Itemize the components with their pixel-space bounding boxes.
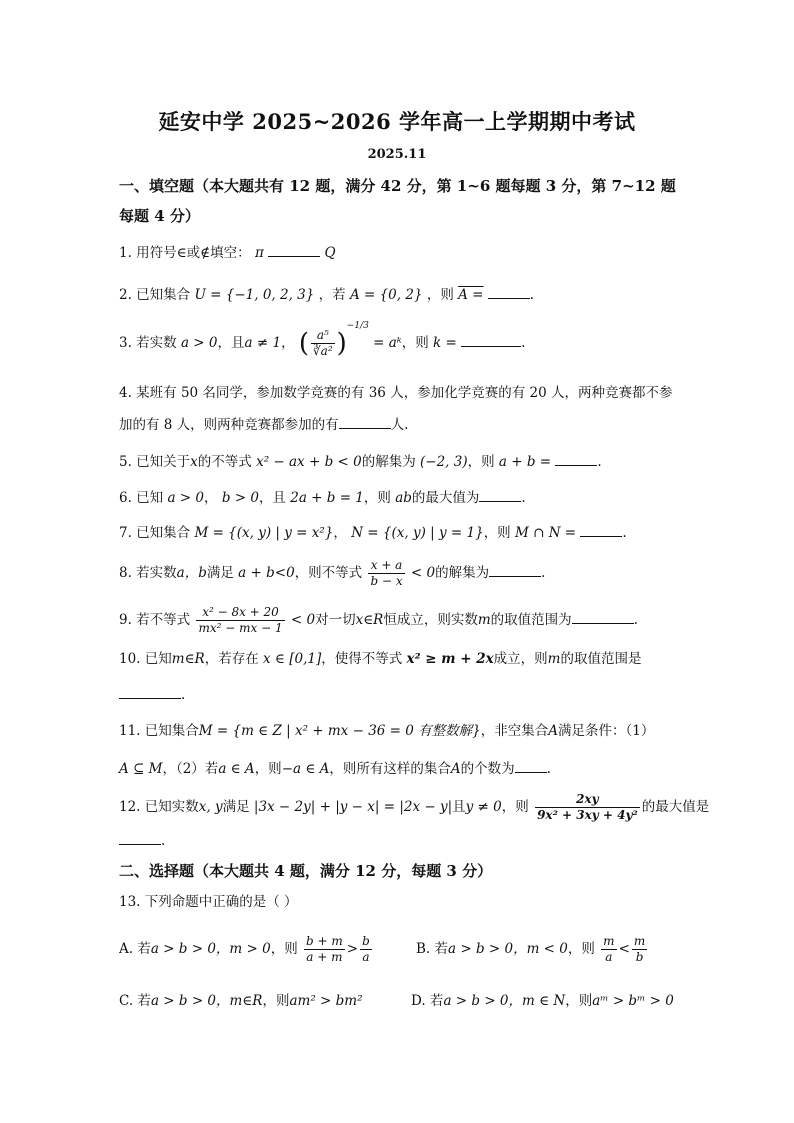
answer-blank[interactable] [461,332,521,347]
question-11: 11. 已知集合M = {m ∈ Z | x² + mx − 36 = 0 有整数解}，非空集合A满足条件：（1） [119,723,655,739]
question-1: 1. 用符号∈或∉填空： π Q [119,242,336,263]
question-6: 6. 已知 a > 0， b > 0，且 2a + b = 1，则 ab的最大值为 . [119,487,526,508]
question-3: 3. 若实数 a > 0，且a ≠ 1， ( $\frac{\text{a⁵}}{\text{∛a²}}$ )$^{-1/3}$ = aᵏ，则 k = . [119,320,526,359]
question-8: 8. 若实数a，b满足 a + b<0，则不等式 $\frac{x + a}{b - x}$ < 0的解集为 . [119,558,546,588]
option-b[interactable]: B. 若a > b > 0，m < 0，则 $\frac{m}{a}$ < $\frac{m}{b}$ [416,934,646,964]
option-c[interactable]: C. 若a > b > 0，m∈R，则am² > bm² [119,993,363,1009]
question-5: 5. 已知关于x的不等式 x² − ax + b < 0的解集为 (−2, 3)，则 a + b = . [119,451,602,472]
answer-blank[interactable] [489,562,541,577]
question-13-stem: 13. 下列命题中正确的是（ ） [119,894,298,910]
answer-blank[interactable] [572,609,634,624]
question-12: 12. 已知实数x, y满足 |3x − 2y| + |y − x| = |2x − y|且y ≠ 0，则 $\frac{2xy}{\text{9x² + 3xy + 4y²}}$ 的最大值是 [119,792,710,822]
option-d[interactable]: D. 若a > b > 0，m ∈ N，则aᵐ > bᵐ > 0 [411,993,674,1009]
question-7: 7. 已知集合 M = {(x, y) | y = x²}， N = {(x, y) | y = 1}，则 M ∩ N = . [119,522,627,543]
answer-blank[interactable] [580,522,622,537]
answer-blank[interactable] [555,451,597,466]
fraction: $\frac{x + a}{b - x}$ [370,558,403,588]
answer-blank[interactable] [119,684,181,699]
section-choice-heading: 二、选择题（本大题共 4 题，满分 12 分，每题 3 分） [119,862,493,880]
answer-blank[interactable] [515,758,547,773]
fraction: $\frac{2xy}{\text{9x² + 3xy + 4y²}}$ [537,792,638,822]
section-fill-heading: 一、填空题（本大题共有 12 题，满分 42 分，第 1~6 题每题 3 分，第 7~12 题每题 4 分） [119,177,676,225]
exam-date: 2025.11 [367,147,427,162]
question-10-line2: . [119,684,185,705]
fraction: $\frac{\text{x² − 8x + 20}}{\text{mx² − mx − 1}}$ [198,605,283,635]
question-4: 4. 某班有 50 名同学，参加数学竞赛的有 36 人，参加化学竞赛的有 20 人，两种竞赛都不参 [119,385,673,401]
fraction: $\frac{\text{a⁵}}{\text{∛a²}}$ [313,328,333,358]
answer-blank[interactable] [339,414,391,429]
question-10: 10. 已知m∈R，若存在 x ∈ [0,1]，使得不等式 x² ≥ m + 2x成立，则m的取值范围是 [119,651,642,667]
question-2: 2. 已知集合 U = {−1, 0, 2, 3} ，若 A = {0, 2} ，则 A = . [119,284,534,305]
answer-blank[interactable] [488,284,530,299]
answer-blank[interactable] [119,830,161,845]
answer-blank[interactable] [479,487,521,502]
answer-blank[interactable] [268,242,320,257]
question-12-line2: . [119,830,165,851]
question-9: 9. 若不等式 $\frac{\text{x² − 8x + 20}}{\text{mx² − mx − 1}}$ < 0对一切x∈R恒成立，则实数m的取值范围为 . [119,605,638,635]
question-4-line2: 加的有 8 人，则两种竞赛都参加的有 人. [119,414,408,435]
exam-title: 延安中学 2025~2026 学年高一上学期期中考试 [158,109,636,134]
option-a[interactable]: A. 若a > b > 0，m > 0，则 $\frac{b + m}{a + m}$ > $\frac{b}{a}$ [119,934,370,964]
question-11-line2: A ⊆ M，（2）若a ∈ A，则−a ∈ A，则所有这样的集合A的个数为 . [119,758,551,779]
